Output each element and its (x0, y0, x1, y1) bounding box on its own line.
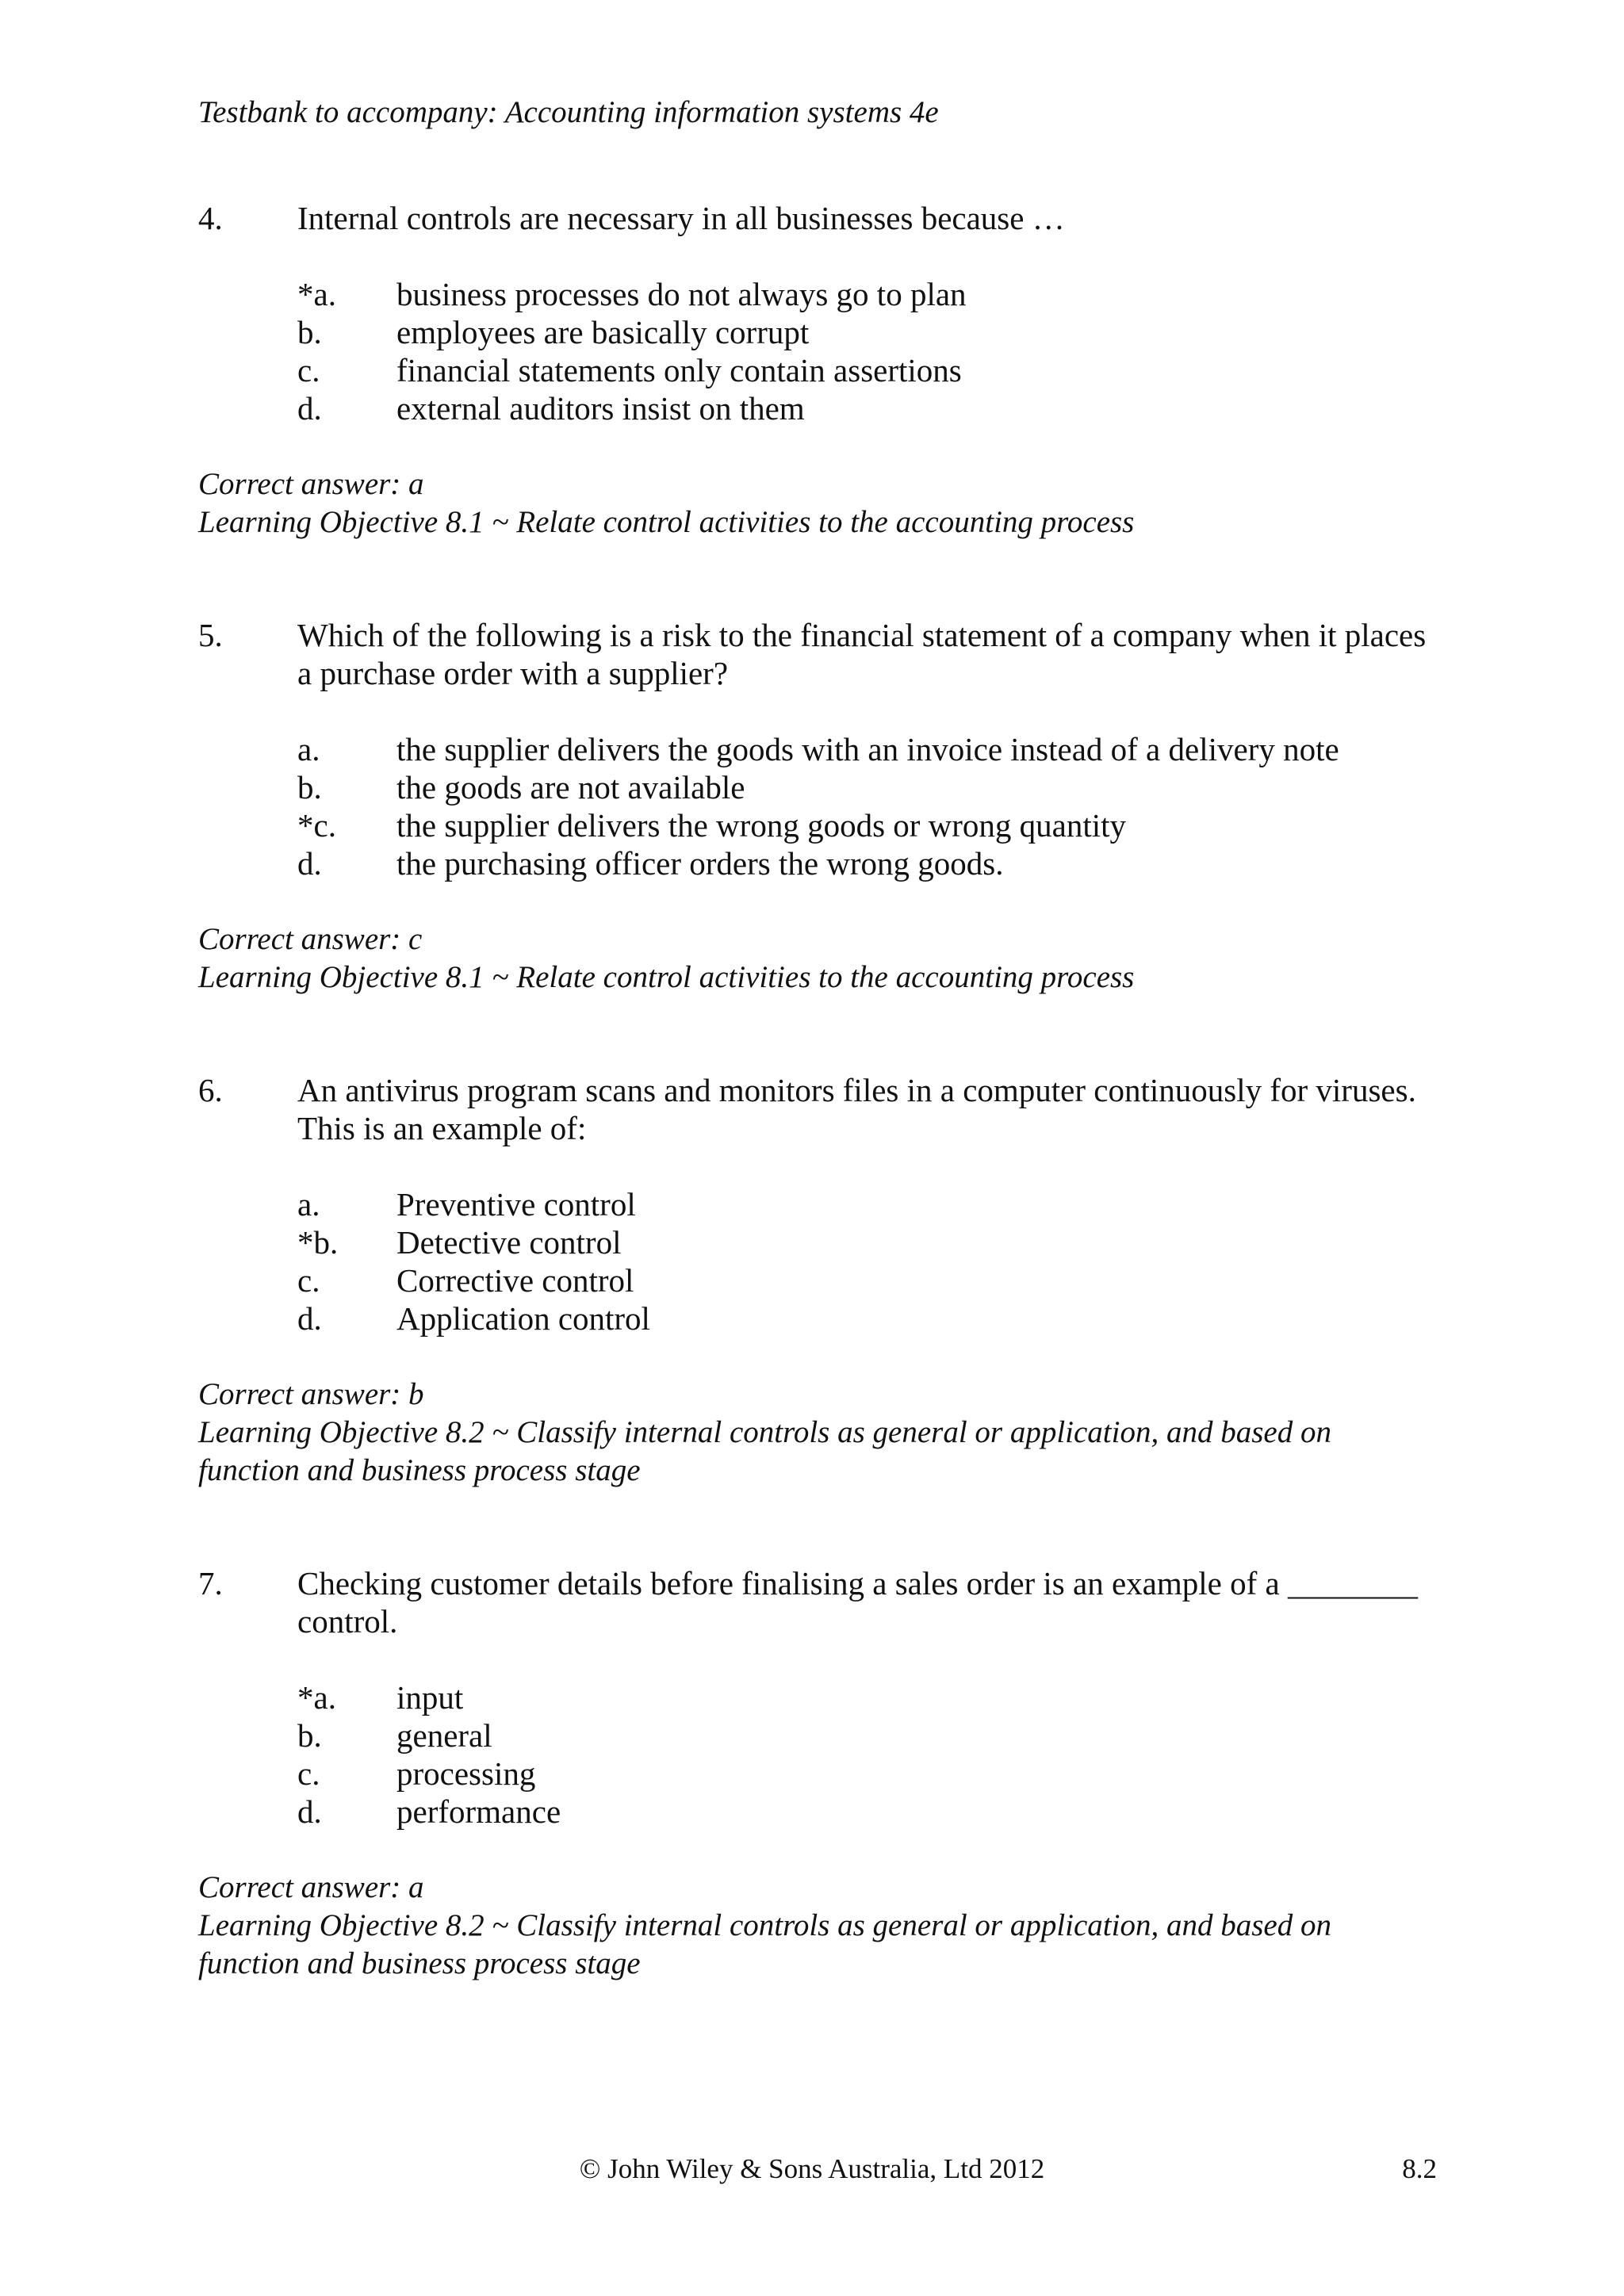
option-label: a. (297, 1186, 320, 1223)
option-text: employees are basically corrupt (396, 314, 810, 350)
option-text: Application control (396, 1300, 650, 1337)
option-text: input (396, 1679, 464, 1716)
option-text: the purchasing officer orders the wrong goods. (396, 845, 1004, 882)
option-text: the supplier delivers the goods with an invoice instead of a delivery note (396, 731, 1339, 767)
option-item (297, 1716, 1435, 1755)
option-item (297, 768, 1435, 806)
learning-objective: Learning Objective 8.2 ~ Classify internal controls as general or application, and based on function and business process stage (198, 1415, 1331, 1487)
option-item (297, 844, 1435, 882)
option-item (297, 1299, 1435, 1337)
question-4 (198, 199, 1435, 541)
option-label: a. (297, 731, 320, 767)
learning-objective: Learning Objective 8.1 ~ Relate control activities to the accounting process (198, 505, 1135, 539)
option-item (297, 275, 1435, 313)
option-label: *a. (297, 276, 336, 312)
option-label: d. (297, 1793, 322, 1830)
option-list (297, 730, 1435, 882)
option-item (297, 1755, 1435, 1793)
question-6 (198, 1071, 1435, 1490)
option-item (297, 730, 1435, 768)
option-item (297, 1185, 1435, 1223)
option-label: d. (297, 1300, 322, 1337)
question-text: An antivirus program scans and monitors files in a computer continuously for viruses. This is an example of: (297, 1072, 1416, 1146)
option-text: the supplier delivers the wrong goods or wrong quantity (396, 807, 1127, 844)
option-item (297, 351, 1435, 389)
option-text: financial statements only contain assertions (396, 352, 962, 388)
option-label: d. (297, 390, 322, 427)
option-label: *a. (297, 1679, 336, 1716)
option-list (297, 1678, 1435, 1831)
correct-answer: Correct answer: a (198, 1870, 424, 1904)
option-label: b. (297, 314, 322, 350)
question-number: 4. (198, 200, 223, 236)
option-text: the goods are not available (396, 769, 745, 806)
option-text: external auditors insist on them (396, 390, 805, 427)
learning-objective: Learning Objective 8.2 ~ Classify internal controls as general or application, and based on function and business process stage (198, 1908, 1331, 1980)
page-header: Testbank to accompany: Accounting information systems 4e (198, 95, 939, 129)
page-number: 8.2 (1402, 2153, 1437, 2184)
question-number: 5. (198, 617, 223, 653)
option-item (297, 1223, 1435, 1261)
option-item (297, 389, 1435, 427)
option-text: general (396, 1717, 492, 1754)
option-item (297, 806, 1435, 844)
option-label: c. (297, 352, 320, 388)
learning-objective: Learning Objective 8.1 ~ Relate control activities to the accounting process (198, 960, 1135, 994)
option-text: Detective control (396, 1224, 622, 1261)
option-label: c. (297, 1755, 320, 1792)
question-text: Which of the following is a risk to the financial statement of a company when it places a purchase order with a supplier? (297, 617, 1427, 691)
option-item (297, 1678, 1435, 1716)
option-text: Preventive control (396, 1186, 636, 1223)
question-5 (198, 616, 1435, 997)
question-text: Checking customer details before finalising a sales order is an example of a ________ control. (297, 1565, 1418, 1640)
option-label: c. (297, 1262, 320, 1299)
option-label: *b. (297, 1224, 339, 1261)
copyright-notice: © John Wiley & Sons Australia, Ltd 2012 (579, 2153, 1045, 2184)
option-list (297, 275, 1435, 427)
option-text: Corrective control (396, 1262, 634, 1299)
question-7 (198, 1564, 1435, 1983)
question-number: 7. (198, 1565, 223, 1601)
option-text: performance (396, 1793, 561, 1830)
option-text: processing (396, 1755, 536, 1792)
option-label: b. (297, 1717, 322, 1754)
option-item (297, 1261, 1435, 1299)
option-item (297, 1793, 1435, 1831)
option-list (297, 1185, 1435, 1337)
option-text: business processes do not always go to plan (396, 276, 967, 312)
correct-answer: Correct answer: a (198, 467, 424, 501)
option-label: d. (297, 845, 322, 882)
option-label: *c. (297, 807, 336, 844)
correct-answer: Correct answer: c (198, 922, 423, 956)
option-item (297, 313, 1435, 351)
correct-answer: Correct answer: b (198, 1377, 424, 1411)
question-text: Internal controls are necessary in all businesses because … (297, 200, 1065, 236)
question-number: 6. (198, 1072, 223, 1108)
option-label: b. (297, 769, 322, 806)
